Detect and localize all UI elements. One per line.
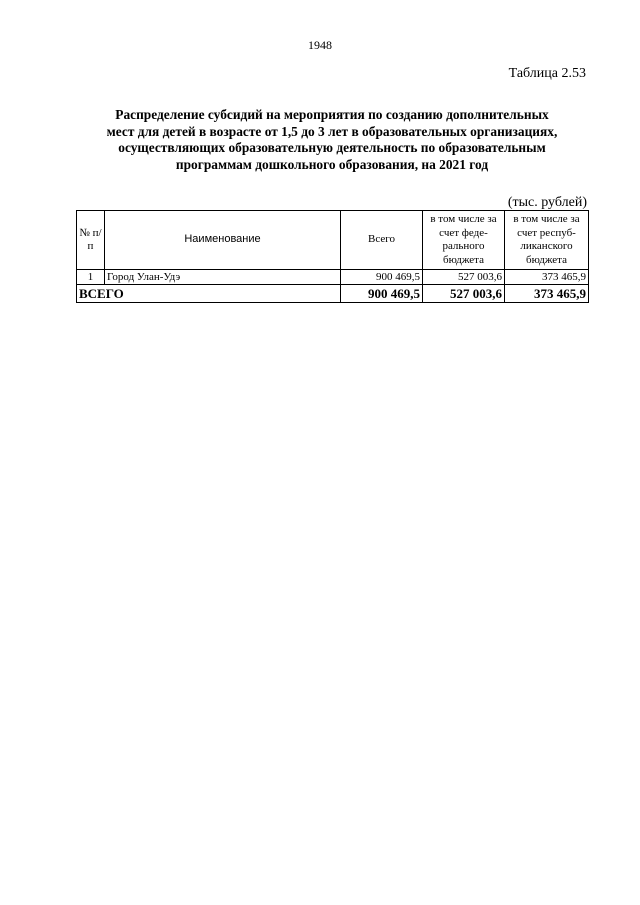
- header-republic: в том числе за счет респуб-ликанского бюджета: [505, 211, 589, 270]
- header-federal: в том числе за счет феде-рального бюджета: [423, 211, 505, 270]
- row-name: Город Улан-Удэ: [105, 270, 341, 285]
- units-note: (тыс. рублей): [507, 195, 587, 210]
- document-title: [76, 107, 588, 173]
- title-line: программам дошкольного образования, на 2021 год: [175, 156, 489, 172]
- totals-row: [77, 285, 589, 303]
- table-row: [77, 270, 589, 285]
- row-federal: 527 003,6: [423, 270, 505, 285]
- totals-total: 900 469,5: [341, 285, 423, 303]
- header-name: Наименование: [105, 211, 341, 270]
- subsidy-table: [76, 210, 589, 303]
- title-line: мест для детей в возрасте от 1,5 до 3 лет в образовательных организациях,: [106, 123, 558, 139]
- title-line: осуществляющих образовательную деятельность по образовательным: [118, 140, 546, 155]
- title-line: Распределение субсидий на мероприятия по созданию дополнительных: [115, 107, 549, 122]
- row-num: 1: [77, 270, 105, 285]
- totals-federal: 527 003,6: [423, 285, 505, 303]
- header-num: № п/п: [77, 211, 105, 270]
- totals-republic: 373 465,9: [505, 285, 589, 303]
- page-number: 1948: [308, 38, 332, 52]
- totals-label: ВСЕГО: [77, 285, 341, 303]
- row-total: 900 469,5: [341, 270, 423, 285]
- header-total: Всего: [341, 211, 423, 270]
- row-republic: 373 465,9: [505, 270, 589, 285]
- table-label: Таблица 2.53: [508, 66, 586, 81]
- table-header-row: [77, 211, 589, 270]
